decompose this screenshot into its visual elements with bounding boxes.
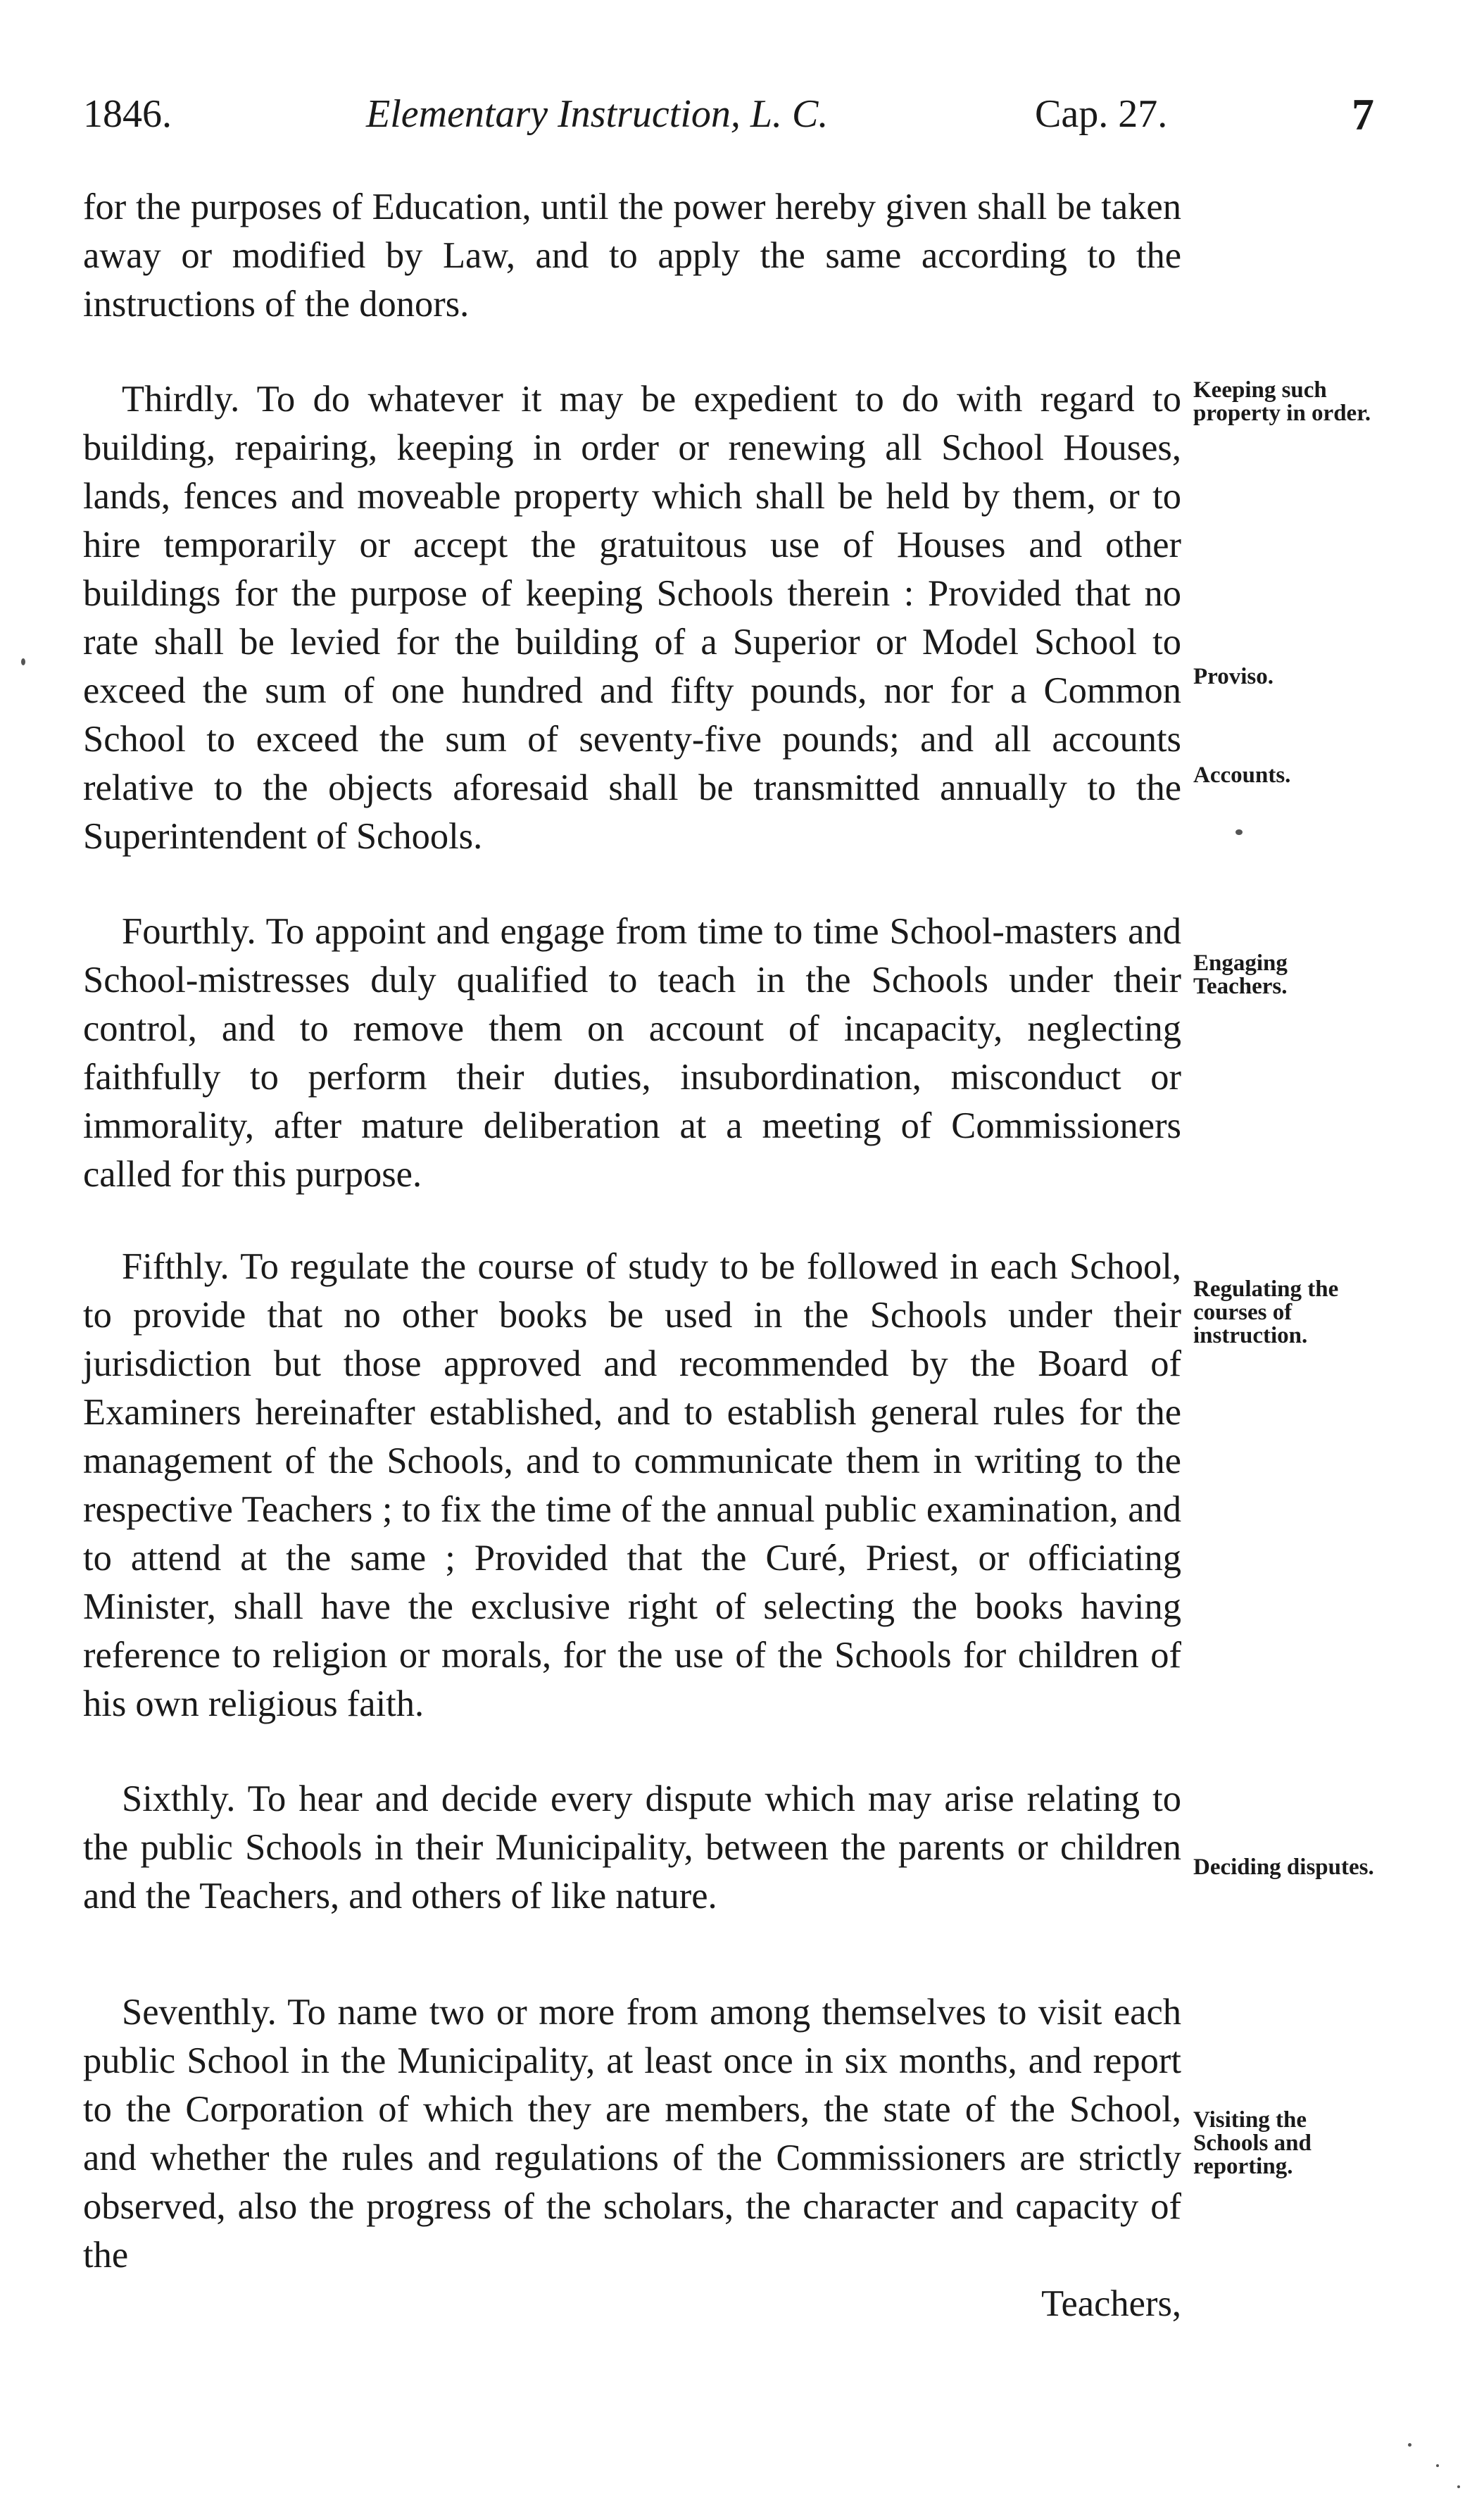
paragraph-seventhly-catchword: Teachers, — [1041, 2283, 1181, 2324]
margin-note-visiting: Visiting the Schools and reporting. — [1193, 2107, 1312, 2179]
margin-note-engaging: Engaging Teachers. — [1193, 950, 1288, 999]
running-header — [0, 89, 1484, 155]
margin-note-proviso: Proviso. — [1193, 664, 1274, 689]
margin-note-regulating: Regulating the courses of instruction. — [1193, 1276, 1339, 1348]
scan-speck — [1408, 2443, 1411, 2447]
header-title: Elementary Instruction, L. C. — [366, 92, 829, 136]
body-text — [83, 183, 1181, 2328]
header-chapter: Cap. 27. — [1035, 92, 1168, 136]
margin-note-keeping: Keeping such property in order. — [1193, 377, 1371, 426]
header-year: 1846. — [83, 92, 172, 136]
paragraph-thirdly: Thirdly. To do whatever it may be expedient to do with regard to building, repairing, keeping in order or renewing all School Houses, lands, fences and moveable property which shall be held by them, or to hire temporarily or accept the gratuitous use of Houses and other buildings for the purpose of keeping Schools therein : Provided that no rate shall be levied for the building of a Superior or Model School to exceed the sum of one hundred and fifty pounds, nor for a Common School to exceed the sum of seventy-five pounds; and all accounts relative to the objects aforesaid shall be transmitted annually to the Superintendent of Schools. — [83, 379, 1181, 857]
paragraph-sixthly: Sixthly. To hear and decide every dispute which may arise relating to the public Schools in their Municipality, between the parents or children and the Teachers, and others of like nature. — [83, 1778, 1181, 1916]
scan-speck — [1235, 829, 1243, 835]
paragraph-seventhly: Seventhly. To name two or more from among themselves to visit each public School in the Municipality, at least once in six months, and report to the Corporation of which they are members, the state of the School, and whether the rules and regulations of the Commissioners are strictly observed, also the progress of the scholars, the character and capacity of the — [83, 1992, 1181, 2276]
scan-speck — [1457, 2485, 1460, 2488]
scan-speck — [21, 658, 25, 665]
page-number: 7 — [1352, 89, 1374, 139]
paragraph-continuation: for the purposes of Education, until the power hereby given shall be taken away or modified by Law, and to apply the same according to the instructions of the donors. — [83, 187, 1181, 325]
margin-note-accounts: Accounts. — [1193, 763, 1291, 788]
paragraph-fifthly: Fifthly. To regulate the course of study to be followed in each School, to provide that no other books be used in the Schools under their jurisdiction but those approved and recommended by the Board of Examiners hereinafter established, and to establish general rules for the management of the Schools, and to communicate them in writing to the respective Teachers ; to fix the time of the annual public examination, and to attend at the same ; Provided that the Curé, Priest, or officiating Minister, shall have the exclusive right of selecting the books having reference to religion or morals, for the use of the Schools for children of his own religious faith. — [83, 1246, 1181, 1724]
paragraph-fourthly: Fourthly. To appoint and engage from time to time School-masters and School-mistresses duly qualified to teach in the Schools under their control, and to remove them on account of incapacity, neglecting faithfully to perform their duties, insubordination, misconduct or immorality, after mature deliberation at a meeting of Commissioners called for this purpose. — [83, 911, 1181, 1195]
scan-speck — [1436, 2464, 1439, 2467]
margin-note-deciding: Deciding disputes. — [1193, 1855, 1374, 1880]
